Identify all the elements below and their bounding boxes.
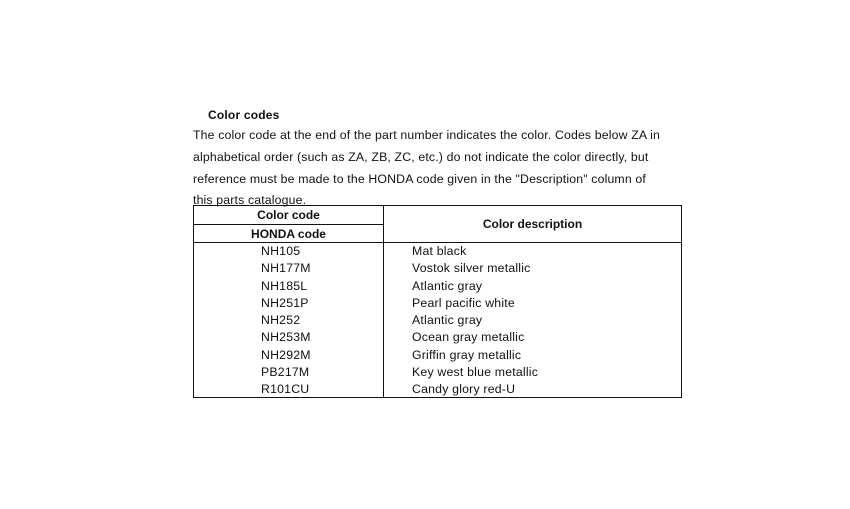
table-row — [194, 244, 681, 261]
color-description-cell: Atlantic gray — [412, 313, 483, 328]
honda-code-header: HONDA code — [251, 227, 326, 241]
color-description-cell: Key west blue metallic — [412, 365, 539, 380]
honda-code-cell: R101CU — [261, 382, 310, 397]
color-description-cell: Atlantic gray — [412, 278, 483, 293]
table-row — [194, 261, 681, 278]
table-row — [194, 296, 681, 313]
honda-code-cell: NH253M — [261, 330, 311, 345]
section-heading: Color codes — [208, 108, 280, 122]
color-description-header: Color description — [482, 217, 583, 231]
color-description-cell: Mat black — [412, 244, 467, 258]
paragraph-line: reference must be made to the HONDA code given in the "Description" column of — [193, 171, 646, 186]
color-description-cell: Vostok silver metallic — [412, 261, 531, 276]
paragraph-line: The color code at the end of the part number indicates the color. Codes below ZA in — [193, 128, 661, 142]
table-row — [194, 365, 681, 382]
table-body — [194, 244, 681, 400]
color-description-cell: Griffin gray metallic — [412, 347, 522, 362]
table-row — [194, 313, 681, 330]
color-description-cell: Candy glory red-U — [412, 382, 516, 397]
honda-code-cell: NH251P — [261, 295, 309, 310]
intro-paragraph — [193, 125, 693, 212]
paragraph-line: alphabetical order (such as ZA, ZB, ZC, etc.) do not indicate the color directly, but — [193, 149, 649, 164]
color-code-table — [193, 205, 682, 398]
header-bottom-border — [194, 242, 681, 243]
honda-code-cell: NH177M — [261, 261, 311, 276]
honda-code-cell: NH105 — [261, 244, 301, 258]
honda-code-cell: NH185L — [261, 278, 308, 293]
paragraph-line: this parts catalogue. — [193, 193, 307, 208]
honda-code-cell: NH252 — [261, 313, 301, 328]
honda-code-cell: PB217M — [261, 365, 310, 380]
color-code-header: Color code — [257, 208, 320, 222]
header-divider — [194, 224, 383, 225]
table-row — [194, 330, 681, 347]
color-description-cell: Pearl pacific white — [412, 295, 515, 310]
color-description-cell: Ocean gray metallic — [412, 330, 525, 345]
table-row — [194, 382, 681, 399]
table-row — [194, 279, 681, 296]
honda-code-cell: NH292M — [261, 347, 311, 362]
table-row — [194, 348, 681, 365]
